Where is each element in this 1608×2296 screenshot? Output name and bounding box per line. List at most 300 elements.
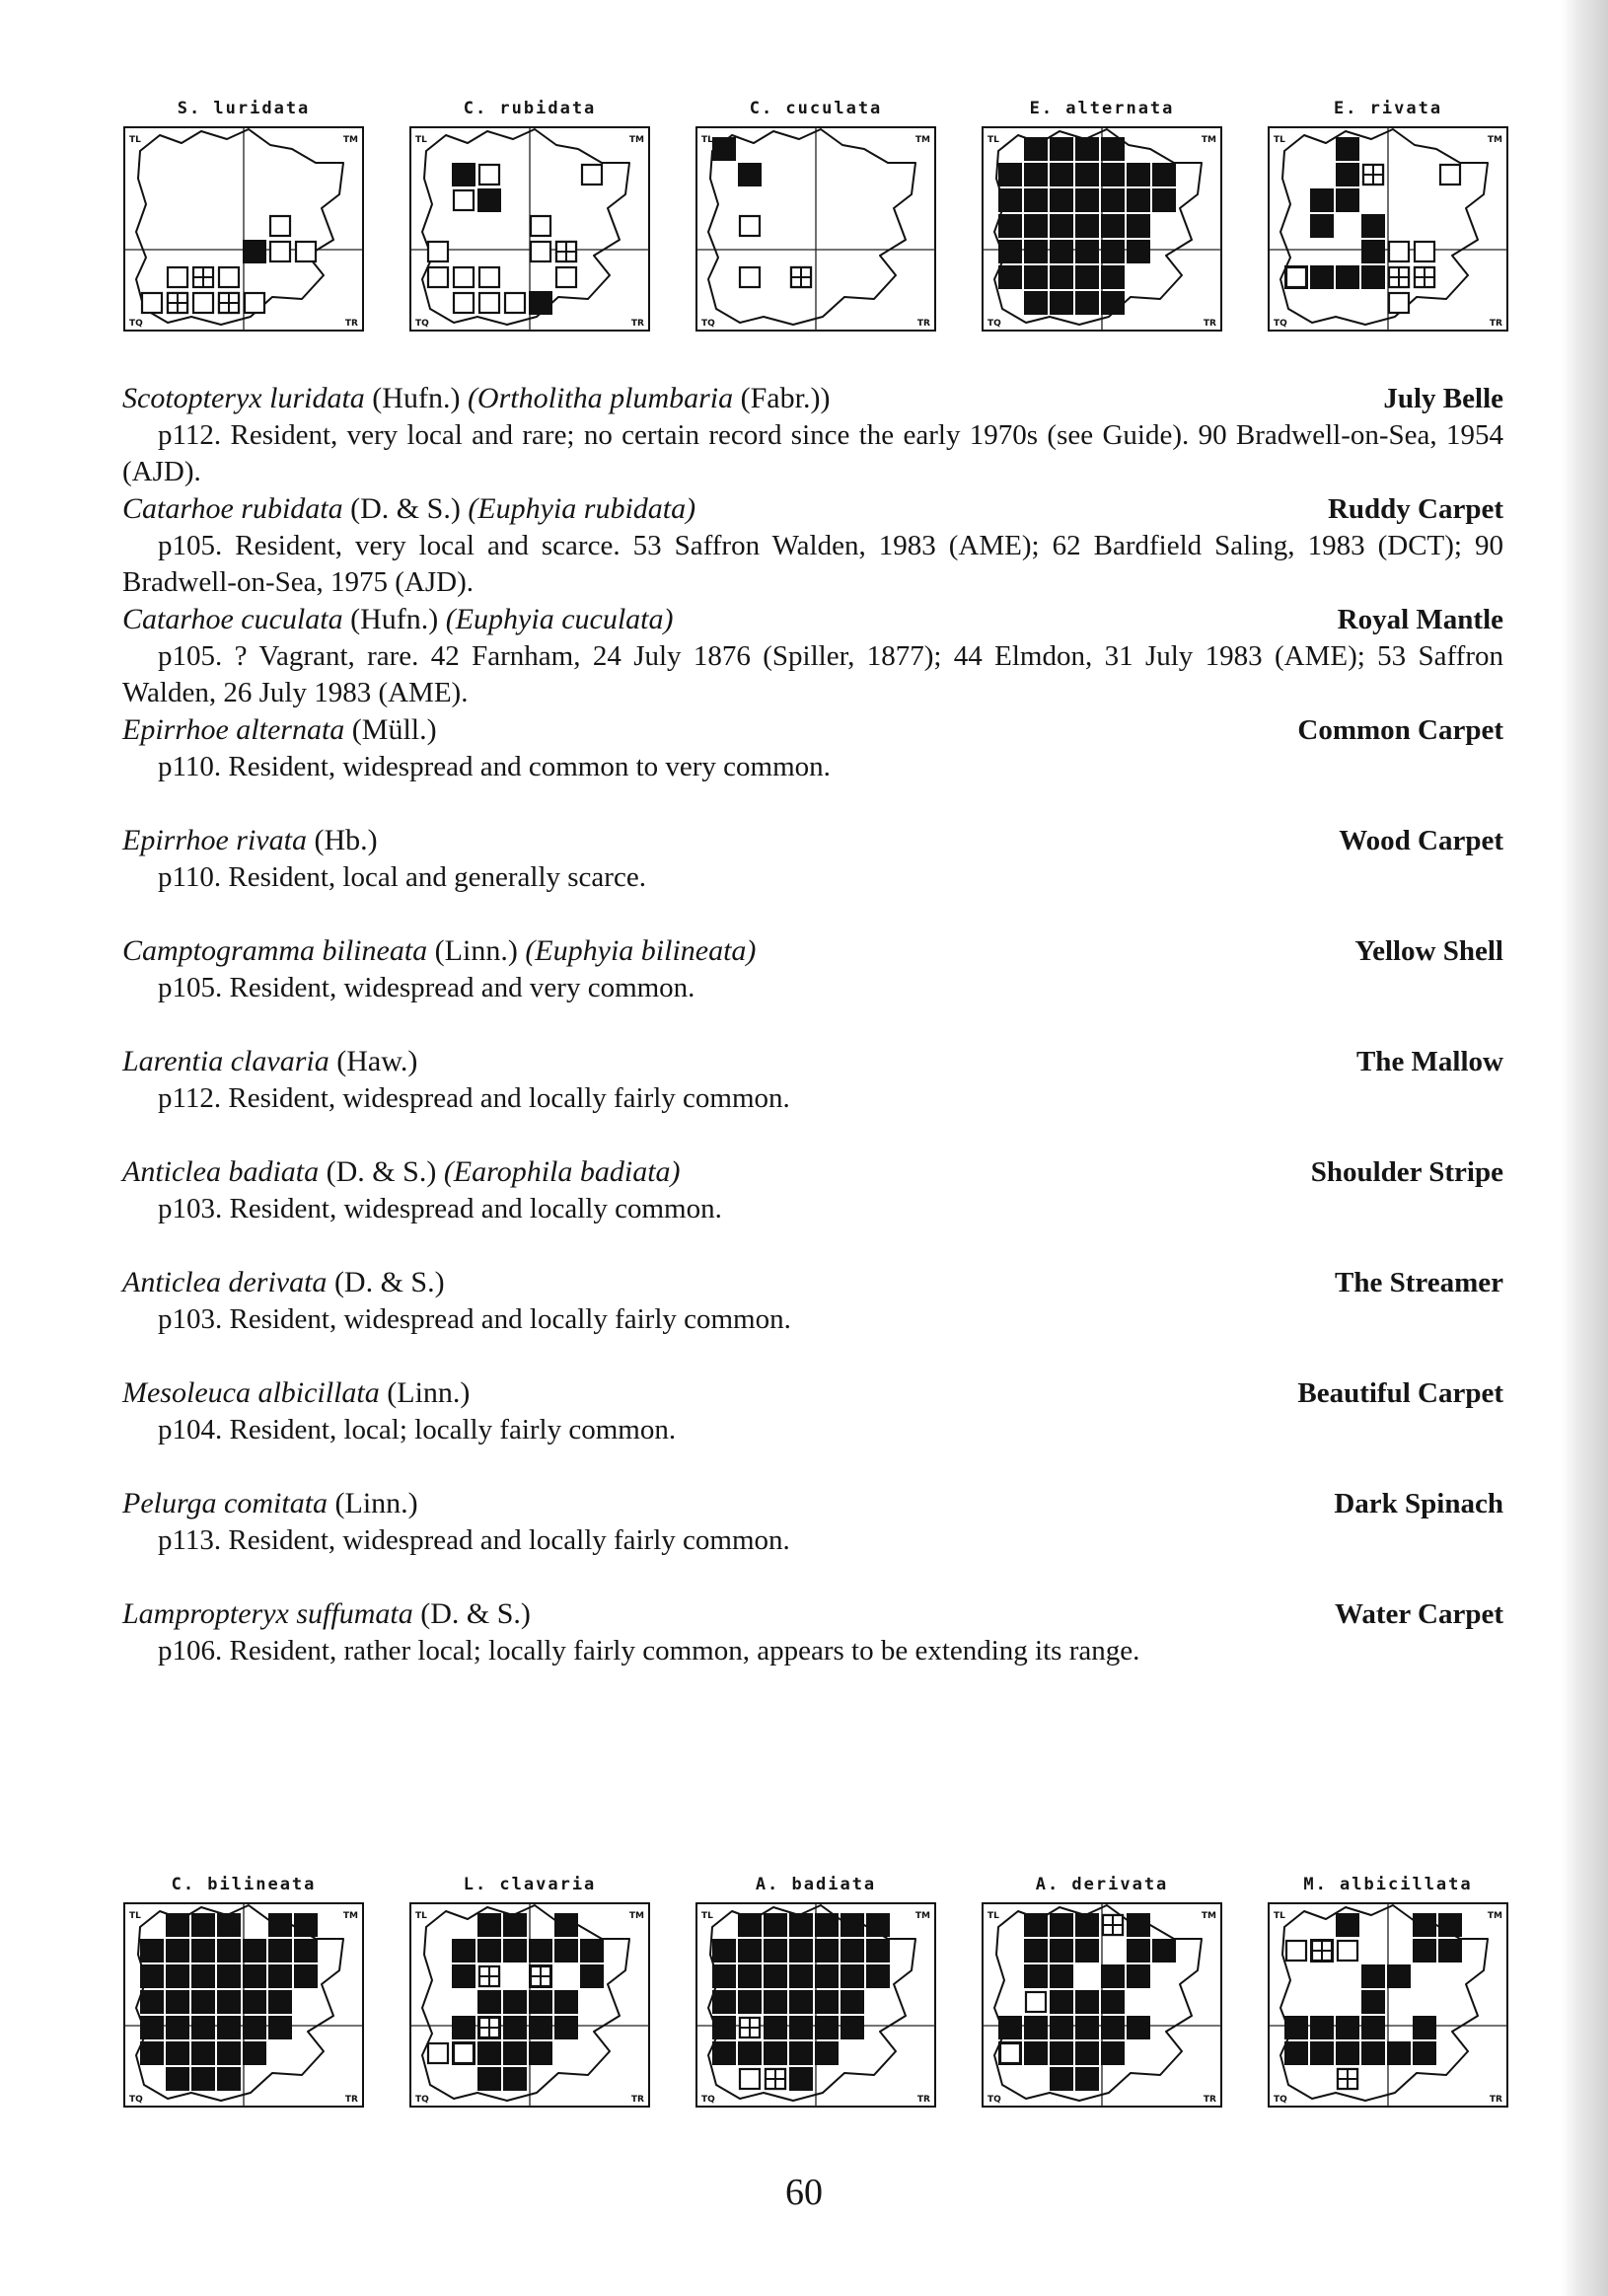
record-square-filled [1101, 2016, 1125, 2039]
record-square-filled [1284, 2016, 1308, 2039]
record-square-filled [191, 2067, 215, 2091]
record-square-filled [191, 2041, 215, 2065]
record-square-filled [140, 1964, 164, 1988]
record-square-filled [1310, 214, 1334, 238]
record-square-filled [268, 1913, 292, 1937]
record-square-filled [764, 2041, 787, 2065]
common-name: Common Carpet [1297, 714, 1503, 746]
record-square-filled [477, 2041, 501, 2065]
record-square-crossed [193, 267, 213, 287]
scientific-name: Catarhoe cuculata [122, 603, 343, 635]
record-square-filled [789, 2067, 813, 2091]
record-square-filled [1361, 2041, 1385, 2065]
common-name: Ruddy Carpet [1327, 493, 1503, 525]
record-square-filled [764, 2016, 787, 2039]
scientific-name: Pelurga comitata [122, 1487, 329, 1519]
common-name: Shoulder Stripe [1310, 1156, 1503, 1188]
record-square-filled [166, 1964, 189, 1988]
record-square-filled [1075, 1939, 1099, 1963]
common-name: Wood Carpet [1339, 825, 1503, 856]
record-square-filled [268, 2016, 292, 2039]
record-square-filled [712, 2041, 736, 2065]
author-citation: (Müll.) [344, 713, 437, 746]
record-square-filled [815, 1939, 839, 1963]
distribution-map [979, 1870, 1225, 2111]
record-square-open [1415, 242, 1434, 261]
record-square-open [428, 267, 448, 287]
map-title: M. albicillata [1303, 1875, 1473, 1894]
species-description: p110. Resident, widespread and common to very common. [158, 751, 831, 782]
record-square-filled [1284, 2041, 1308, 2065]
species-name [122, 822, 378, 859]
record-square-filled [140, 2041, 164, 2065]
record-square-filled [1361, 214, 1385, 238]
record-square-crossed [219, 293, 239, 313]
record-square-open [1389, 293, 1409, 313]
distribution-map [120, 1870, 367, 2111]
record-square-filled [1152, 163, 1176, 186]
record-square-filled [815, 2041, 839, 2065]
record-square-filled [217, 2067, 241, 2091]
map-graphic [1265, 123, 1511, 335]
record-square-open [428, 242, 448, 261]
record-square-filled [243, 1939, 266, 1963]
record-square-filled [503, 1939, 527, 1963]
record-square-filled [452, 1939, 475, 1963]
grid-square-label: TR [916, 319, 930, 329]
record-square-filled [815, 1913, 839, 1937]
record-square-filled [294, 1939, 318, 1963]
species-description: p112. Resident, very local and rare; no certain record since the early 1970s (see Guide). 90 Bradwell-on-Sea, 1954 (AJD). [122, 419, 1503, 487]
species-description: p110. Resident, local and generally scarce. [158, 861, 646, 893]
record-square-filled [866, 1913, 890, 1937]
record-square-filled [191, 1964, 215, 1988]
record-square-filled [1361, 1964, 1385, 1988]
record-square-filled [191, 1990, 215, 2014]
record-square-filled [1101, 2041, 1125, 2065]
record-square-filled [1101, 163, 1125, 186]
species-description: p112. Resident, widespread and locally fairly common. [158, 1082, 790, 1114]
record-square-filled [243, 2016, 266, 2039]
record-square-filled [1101, 188, 1125, 212]
species-name [122, 380, 830, 417]
record-square-filled [243, 1990, 266, 2014]
distribution-map [979, 94, 1225, 335]
record-square-filled [998, 163, 1022, 186]
grid-square-label: TQ [129, 319, 143, 329]
map-graphic [979, 123, 1225, 335]
record-square-filled [1050, 240, 1073, 263]
record-square-filled [1075, 1913, 1099, 1937]
record-square-filled [268, 1990, 292, 2014]
record-square-filled [1050, 2041, 1073, 2065]
map-title: E. rivata [1333, 99, 1443, 118]
grid-square-label: TL [987, 1911, 999, 1921]
map-row-top [120, 94, 1511, 350]
record-square-filled [1438, 1939, 1462, 1963]
record-square-open [505, 293, 525, 313]
distribution-map [1265, 1870, 1511, 2111]
grid-square-label: TL [1274, 1911, 1285, 1921]
record-square-filled [503, 2016, 527, 2039]
grid-square-label: TL [129, 1911, 141, 1921]
grid-square-label: TL [701, 135, 713, 145]
species-name [122, 932, 756, 970]
scientific-name: Larentia clavaria [122, 1045, 329, 1077]
record-square-open [168, 267, 187, 287]
record-square-filled [841, 1939, 864, 1963]
scientific-name: Anticlea badiata [122, 1155, 320, 1188]
record-square-crossed [1338, 2069, 1357, 2089]
record-square-filled [866, 1964, 890, 1988]
record-square-filled [1024, 265, 1048, 289]
record-square-filled [738, 1990, 762, 2014]
record-square-filled [503, 2041, 527, 2065]
record-square-crossed [531, 1966, 550, 1986]
record-square-filled [1024, 2016, 1048, 2039]
record-square-filled [712, 1939, 736, 1963]
record-square-filled [1075, 2016, 1099, 2039]
synonym-name: (Ortholitha plumbaria [467, 382, 734, 414]
record-square-filled [1024, 137, 1048, 161]
species-name [122, 1153, 681, 1191]
record-square-filled [789, 2016, 813, 2039]
record-square-filled [1075, 291, 1099, 315]
record-square-filled [738, 2041, 762, 2065]
record-square-filled [1310, 2041, 1334, 2065]
species-description: p105. Resident, very local and scarce. 53 Saffron Walden, 1983 (AME); 62 Bardfield Saling, 1983 (DCT); 90 Bradwell-on-Sea, 1975 (AJD). [122, 530, 1503, 598]
record-square-open [142, 293, 162, 313]
grid-square-label: TM [914, 1911, 930, 1921]
grid-square-label: TL [415, 1911, 427, 1921]
map-title: L. clavaria [463, 1875, 597, 1894]
record-square-filled [1024, 291, 1048, 315]
record-square-filled [1050, 1939, 1073, 1963]
common-name: The Mallow [1355, 1046, 1503, 1077]
scientific-name: Catarhoe rubidata [122, 492, 343, 525]
record-square-filled [294, 1964, 318, 1988]
record-square-filled [1310, 2016, 1334, 2039]
record-square-filled [1127, 240, 1150, 263]
species-entry [122, 601, 1503, 711]
page-number: 60 [785, 2172, 823, 2213]
record-square-filled [1361, 1990, 1385, 2014]
map-graphic [120, 1899, 367, 2111]
distribution-map [406, 1870, 653, 2111]
record-square-filled [789, 1939, 813, 1963]
record-square-filled [140, 1990, 164, 2014]
record-square-filled [815, 2016, 839, 2039]
species-entry [122, 1595, 1503, 1706]
synonym-name: (Euphyia cuculata) [445, 603, 674, 635]
record-square-crossed [1389, 267, 1409, 287]
record-square-filled [815, 1964, 839, 1988]
record-square-filled [1024, 188, 1048, 212]
record-square-filled [1310, 188, 1334, 212]
species-description: p104. Resident, local; locally fairly common. [158, 1414, 677, 1445]
record-square-filled [166, 1913, 189, 1937]
distribution-map [406, 94, 653, 335]
record-square-filled [503, 1913, 527, 1937]
record-square-open [1286, 1941, 1306, 1961]
grid-square-label: TQ [129, 2095, 143, 2105]
species-name [122, 1043, 417, 1080]
common-name: July Belle [1383, 383, 1503, 414]
record-square-filled [1050, 1964, 1073, 1988]
record-square-open [193, 293, 213, 313]
record-square-filled [1024, 163, 1048, 186]
record-square-filled [738, 1913, 762, 1937]
record-square-open [582, 165, 602, 185]
record-square-filled [191, 1939, 215, 1963]
record-square-filled [294, 1913, 318, 1937]
grid-square-label: TQ [701, 2095, 715, 2105]
author-citation: (Hufn.) [364, 382, 468, 414]
record-square-filled [1075, 2067, 1099, 2091]
synonym-name: (Earophila badiata) [443, 1155, 681, 1188]
record-square-filled [1075, 188, 1099, 212]
record-square-filled [1361, 240, 1385, 263]
grid-square-label: TL [701, 1911, 713, 1921]
record-square-filled [1101, 214, 1125, 238]
record-square-filled [217, 1990, 241, 2014]
synonym-name: (Euphyia bilineata) [525, 934, 757, 967]
common-name: Water Carpet [1335, 1598, 1503, 1630]
record-square-open [479, 165, 499, 185]
record-square-filled [243, 240, 266, 263]
grid-square-label: TM [1201, 135, 1216, 145]
record-square-filled [166, 1990, 189, 2014]
map-graphic [406, 1899, 653, 2111]
record-square-filled [477, 2067, 501, 2091]
distribution-map [693, 1870, 939, 2111]
grid-square-label: TQ [1274, 319, 1287, 329]
record-square-filled [1050, 163, 1073, 186]
grid-square-label: TL [415, 135, 427, 145]
grid-square-label: TM [1487, 1911, 1502, 1921]
record-square-filled [1024, 240, 1048, 263]
record-square-filled [554, 1913, 578, 1937]
map-title: E. alternata [1029, 99, 1175, 118]
record-square-filled [712, 2016, 736, 2039]
record-square-filled [1336, 163, 1359, 186]
record-square-filled [452, 1964, 475, 1988]
record-square-filled [1101, 137, 1125, 161]
species-name [122, 1595, 531, 1633]
record-square-filled [1024, 1913, 1048, 1937]
scientific-name: Epirrhoe rivata [122, 824, 307, 856]
page-edge-shadow [1561, 0, 1608, 2296]
record-square-filled [998, 2016, 1022, 2039]
record-square-filled [1050, 265, 1073, 289]
record-square-filled [1050, 291, 1073, 315]
record-square-filled [1127, 1964, 1150, 1988]
record-square-filled [841, 1913, 864, 1937]
map-title: A. badiata [755, 1875, 877, 1894]
species-entry [122, 1264, 1503, 1374]
record-square-open [1338, 1941, 1357, 1961]
record-square-filled [1024, 1939, 1048, 1963]
record-square-filled [1127, 214, 1150, 238]
record-square-filled [764, 1990, 787, 2014]
record-square-filled [998, 214, 1022, 238]
record-square-filled [1101, 1964, 1125, 1988]
distribution-map [693, 94, 939, 335]
record-square-filled [1361, 265, 1385, 289]
author-citation: (D. & S.) [342, 492, 469, 525]
grid-square-label: TQ [701, 319, 715, 329]
record-square-filled [1050, 137, 1073, 161]
record-square-filled [1336, 137, 1359, 161]
record-square-crossed [1363, 165, 1383, 185]
map-title: S. luridata [177, 99, 311, 118]
record-square-filled [477, 1913, 501, 1937]
record-square-filled [738, 163, 762, 186]
record-square-filled [191, 1913, 215, 1937]
record-square-open [454, 267, 474, 287]
record-square-filled [789, 1913, 813, 1937]
map-graphic [406, 123, 653, 335]
record-square-open [1440, 165, 1460, 185]
record-square-filled [529, 2016, 552, 2039]
record-square-open [270, 242, 290, 261]
record-square-filled [166, 2041, 189, 2065]
record-square-filled [1101, 291, 1125, 315]
grid-square-label: TL [987, 135, 999, 145]
record-square-filled [789, 1990, 813, 2014]
record-square-filled [452, 2016, 475, 2039]
record-square-crossed [1415, 267, 1434, 287]
record-square-filled [1152, 1939, 1176, 1963]
record-square-filled [191, 2016, 215, 2039]
record-square-filled [1075, 163, 1099, 186]
author-citation: (Linn.) [328, 1487, 418, 1519]
grid-square-label: TR [1489, 2095, 1502, 2105]
species-description: p106. Resident, rather local; locally fairly common, appears to be extending its range. [158, 1635, 1140, 1666]
grid-square-label: TM [914, 135, 930, 145]
record-square-filled [1050, 2067, 1073, 2091]
grid-square-label: TM [1487, 135, 1502, 145]
species-entry [122, 1374, 1503, 1485]
record-square-filled [764, 1964, 787, 1988]
grid-square-label: TM [342, 135, 358, 145]
common-name: The Streamer [1335, 1267, 1503, 1298]
author-citation: (D. & S.) [412, 1597, 531, 1630]
record-square-filled [580, 1939, 604, 1963]
author-citation: (Hb.) [306, 824, 378, 856]
record-square-filled [166, 2067, 189, 2091]
record-square-open [270, 216, 290, 236]
record-square-filled [1310, 265, 1334, 289]
species-entry [122, 822, 1503, 932]
record-square-filled [1413, 2041, 1436, 2065]
grid-square-label: TQ [415, 2095, 429, 2105]
record-square-filled [1438, 1913, 1462, 1937]
record-square-filled [243, 1964, 266, 1988]
species-description: p105. Resident, widespread and very common. [158, 972, 695, 1003]
record-square-filled [815, 1990, 839, 2014]
common-name: Royal Mantle [1337, 604, 1503, 635]
map-graphic [693, 1899, 939, 2111]
record-square-filled [998, 240, 1022, 263]
species-entry [122, 1043, 1503, 1153]
record-square-crossed [766, 2069, 785, 2089]
record-square-filled [1336, 1913, 1359, 1937]
record-square-filled [998, 188, 1022, 212]
record-square-filled [1050, 2016, 1073, 2039]
grid-square-label: TR [630, 319, 644, 329]
record-square-filled [554, 2016, 578, 2039]
record-square-filled [452, 163, 475, 186]
record-square-filled [1387, 1964, 1411, 1988]
record-square-filled [841, 1990, 864, 2014]
record-square-filled [998, 265, 1022, 289]
author-citation: (Hufn.) [342, 603, 446, 635]
author-citation: (D. & S.) [319, 1155, 444, 1188]
grid-square-label: TR [1203, 319, 1216, 329]
record-square-filled [712, 1990, 736, 2014]
common-name: Yellow Shell [1354, 935, 1503, 967]
record-square-open [1286, 267, 1306, 287]
grid-square-label: TR [1489, 319, 1502, 329]
map-graphic [693, 123, 939, 335]
record-square-open [479, 267, 499, 287]
grid-square-label: TR [630, 2095, 644, 2105]
record-square-filled [580, 1964, 604, 1988]
scientific-name: Epirrhoe alternata [122, 713, 345, 746]
grid-square-label: TL [1274, 135, 1285, 145]
species-name [122, 711, 437, 749]
record-square-filled [712, 137, 736, 161]
record-square-filled [789, 2041, 813, 2065]
record-square-filled [1127, 163, 1150, 186]
record-square-filled [712, 1964, 736, 1988]
record-square-filled [738, 1939, 762, 1963]
grid-square-label: TM [1201, 1911, 1216, 1921]
record-square-filled [140, 1939, 164, 1963]
record-square-filled [1075, 265, 1099, 289]
record-square-filled [764, 1939, 787, 1963]
record-square-filled [166, 1939, 189, 1963]
record-square-filled [477, 188, 501, 212]
record-square-filled [738, 1964, 762, 1988]
record-square-filled [1413, 1913, 1436, 1937]
distribution-map [1265, 94, 1511, 335]
record-square-filled [1075, 1990, 1099, 2014]
record-square-filled [217, 1964, 241, 1988]
record-square-filled [1336, 2041, 1359, 2065]
record-square-filled [1127, 1939, 1150, 1963]
record-square-filled [477, 1939, 501, 1963]
record-square-filled [1050, 214, 1073, 238]
record-square-filled [1024, 1964, 1048, 1988]
record-square-filled [529, 1939, 552, 1963]
record-square-filled [166, 2016, 189, 2039]
species-description: p113. Resident, widespread and locally fairly common. [158, 1524, 790, 1556]
map-title: A. derivata [1035, 1875, 1169, 1894]
record-square-filled [1050, 1990, 1073, 2014]
record-square-filled [1075, 137, 1099, 161]
species-entry [122, 1153, 1503, 1264]
synonym-author: (Fabr.)) [733, 382, 831, 414]
record-square-open [1000, 2043, 1020, 2063]
scientific-name: Anticlea derivata [122, 1266, 328, 1298]
species-description: p105. ? Vagrant, rare. 42 Farnham, 24 July 1876 (Spiller, 1877); 44 Elmdon, 31 July 1983 (AME); 53 Saffron Walden, 26 July 1983 (AME). [122, 640, 1503, 708]
grid-square-label: TM [628, 135, 644, 145]
species-name [122, 490, 695, 528]
author-citation: (D. & S.) [327, 1266, 445, 1298]
record-square-filled [1413, 2016, 1436, 2039]
